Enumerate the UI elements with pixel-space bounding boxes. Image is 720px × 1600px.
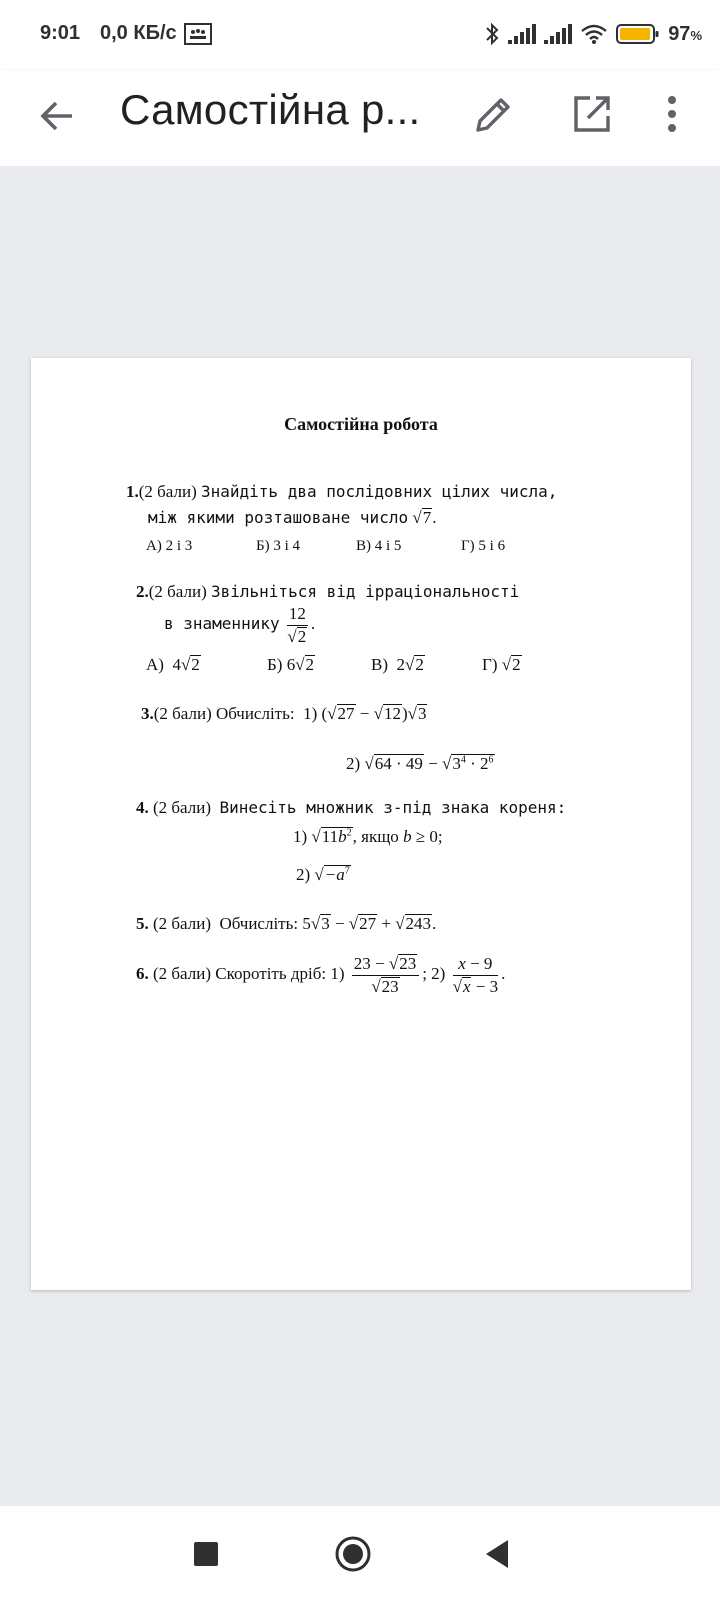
q5-radicand-a: 3 xyxy=(321,914,330,933)
q4-part2-radicand xyxy=(324,865,351,884)
q1-option-b: Б) 3 і 4 xyxy=(256,538,301,554)
q4-part1-condition-var: b xyxy=(403,827,412,846)
q2-option-b-radicand: 2 xyxy=(305,655,315,674)
q1-line1 xyxy=(126,482,557,502)
q3-part2-radicand-a: 64 · 49 xyxy=(374,754,423,773)
more-vert-icon xyxy=(654,90,690,138)
q4-part1-coef: 11 xyxy=(321,827,339,846)
q5-text: Обчисліть: xyxy=(219,914,299,933)
q2-line2: в знаменнику $\frac{12}{√2}$ . xyxy=(164,604,316,646)
q5-radicand-b: 27 xyxy=(359,914,377,933)
q3-line2: 2) $√64 \cdot 49 - √3^4 \cdot 2^6$ xyxy=(346,754,494,773)
q2-number: 2. xyxy=(136,582,149,601)
square-icon xyxy=(186,1534,226,1574)
q2-option-d-radicand: 2 xyxy=(512,655,521,674)
q2-option-a-coef: 4 xyxy=(172,655,181,674)
q2-text: Звільніться від ірраціональності xyxy=(211,582,520,601)
more-options-button[interactable] xyxy=(654,90,690,138)
q1-text: Знайдіть два послідовних цілих числа, xyxy=(201,482,558,501)
q1-points: (2 бали) xyxy=(138,482,197,501)
screen-cast-icon xyxy=(184,23,212,45)
q2-points: (2 бали) xyxy=(148,582,207,601)
q6-fraction-2 xyxy=(453,954,498,996)
q3-part1-radicand-b: 12 xyxy=(383,704,401,723)
q2-text-line2: в знаменнику xyxy=(164,613,280,633)
q6-f1-num-radicand: 23 xyxy=(399,954,417,973)
q6-text: Скоротіть дріб: xyxy=(215,963,327,983)
q1-option-c: В) 4 і 5 xyxy=(356,538,402,554)
q1-option-a: А) 2 і 3 xyxy=(146,538,193,554)
battery-percent xyxy=(668,23,702,46)
q2-frac-den: √2 xyxy=(287,626,307,646)
q2-fraction xyxy=(287,604,308,646)
status-time: 9:01 xyxy=(40,22,81,44)
q1-number: 1. xyxy=(126,482,139,501)
q4-line1 xyxy=(136,798,566,818)
signal-icon-2 xyxy=(544,24,572,44)
back-nav-button[interactable] xyxy=(478,1534,518,1574)
q6-fraction-2-num xyxy=(453,954,498,976)
arrow-back-icon xyxy=(34,92,82,140)
q6-f2-den-var: x xyxy=(462,976,471,996)
q2-option-a: А) 4√2 xyxy=(146,655,200,674)
q3-part1-radicand-a: 27 xyxy=(337,704,355,723)
status-bar xyxy=(0,0,720,70)
q5-line: 5. (2 бали) Обчисліть: 5√3 − √27 + √243. xyxy=(136,914,437,933)
q6-line xyxy=(136,954,505,996)
q1-radicand: 7 xyxy=(422,508,432,527)
q1-line2: між якими розташоване число √7. xyxy=(148,508,437,527)
q6-f2-den-rest: − 3 xyxy=(471,976,499,996)
q5-number: 5. xyxy=(136,914,149,933)
q4-line3: 2) $√-a^7$ xyxy=(296,865,350,884)
document-viewer[interactable] xyxy=(0,166,720,1506)
q6-fraction-1-num: 23 − √23 xyxy=(352,954,419,976)
q4-line2: 1) $√11b^2$, якщо b ≥ 0; xyxy=(293,827,443,846)
q3-part2-base-a: 3 xyxy=(452,754,461,773)
battery-percent-value: 97 xyxy=(668,22,691,45)
q6-fraction-1 xyxy=(352,954,419,996)
q2-line1 xyxy=(136,582,519,602)
document-title: Самостійна р... xyxy=(120,86,421,133)
battery-percent-symbol: % xyxy=(690,27,702,43)
q4-points: (2 бали) xyxy=(153,798,211,817)
q6-tail: . xyxy=(501,963,506,983)
navigation-bar xyxy=(0,1506,720,1600)
open-in-new-button[interactable] xyxy=(568,90,616,138)
q4-part2-exp: 7 xyxy=(344,865,350,877)
q2-option-c-label: В) xyxy=(371,655,388,674)
wifi-icon xyxy=(580,23,608,45)
bluetooth-icon xyxy=(484,22,500,46)
pencil-icon xyxy=(470,90,518,138)
q2-option-a-radicand: 2 xyxy=(191,655,200,674)
q3-line1: 3.(2 бали) Обчисліть: 1) (√27 − √12)√3 xyxy=(141,704,427,723)
q4-part2-label: 2) xyxy=(296,865,311,884)
q2-option-c: В) 2√2 xyxy=(371,655,424,674)
q4-part1-var: b xyxy=(338,827,347,846)
q3-part2-base-b: 2 xyxy=(480,754,489,773)
q2-option-d: Г) √2 xyxy=(482,655,521,674)
q6-f2-num-rest: − 9 xyxy=(465,954,493,973)
q3-text: Обчисліть: xyxy=(216,704,295,723)
recent-apps-button[interactable] xyxy=(186,1534,226,1574)
q1-text-line2: між якими розташоване число xyxy=(148,508,409,527)
q3-part1-radicand-c: 3 xyxy=(417,704,427,723)
q4-text: Винесіть множник з-під знака кореня: xyxy=(219,798,567,817)
q3-part2-exp-a: 4 xyxy=(460,754,466,766)
q5-tail: . xyxy=(432,914,437,933)
q2-option-b: Б) 6√2 xyxy=(267,655,315,674)
edit-button[interactable] xyxy=(470,90,518,138)
q5-points: (2 бали) xyxy=(153,914,211,933)
q6-points: (2 бали) xyxy=(153,963,211,983)
back-button[interactable] xyxy=(34,92,82,140)
q4-part1-condition-text: , якщо xyxy=(352,827,399,846)
network-speed: 0,0 КБ/с xyxy=(100,22,177,44)
q2-option-b-coef: 6 xyxy=(286,655,296,674)
q3-number: 3. xyxy=(141,704,154,723)
q2-frac-den-radicand: 2 xyxy=(297,626,307,646)
q6-f2-num-var: x xyxy=(458,954,466,973)
q2-option-b-label: Б) xyxy=(267,655,283,674)
q4-number: 4. xyxy=(136,798,149,817)
q4-part1-exp: 2 xyxy=(346,827,352,839)
triangle-back-icon xyxy=(478,1534,518,1574)
q3-part2-radicand-b: $3^4 \cdot 2^6$ xyxy=(452,754,494,773)
worksheet-title: Самостійна робота xyxy=(284,414,438,434)
q3-part1-label: 1) xyxy=(303,704,318,723)
q3-points: (2 бали) xyxy=(153,704,212,723)
q4-part1-condition-rest: ≥ 0; xyxy=(411,827,443,846)
q1-tail: . xyxy=(432,508,437,527)
q2-option-a-label: А) xyxy=(146,655,164,674)
battery-icon xyxy=(616,23,660,45)
q2-option-c-coef: 2 xyxy=(396,655,405,674)
q3-part2-label: 2) xyxy=(346,754,361,773)
q6-separator: ; 2) xyxy=(422,963,446,983)
q3-part2-exp-b: 6 xyxy=(488,754,494,766)
q4-part2-var: −a xyxy=(324,865,345,884)
home-button[interactable] xyxy=(333,1534,373,1574)
q2-frac-num: 12 xyxy=(287,604,308,626)
q6-part1-label: 1) xyxy=(330,963,345,983)
q6-f1-num-a: 23 − xyxy=(353,954,385,973)
q6-f1-den-radicand: 23 xyxy=(381,976,399,996)
document-page xyxy=(31,358,691,1290)
q4-part1-label: 1) xyxy=(293,827,308,846)
q4-part1-radicand xyxy=(321,827,353,846)
home-circle-icon xyxy=(333,1534,373,1574)
app-bar xyxy=(0,70,720,166)
q6-fraction-1-den: √23 xyxy=(371,976,399,996)
q2-option-c-radicand: 2 xyxy=(415,655,424,674)
q5-coef: 5 xyxy=(302,914,311,933)
q5-radicand-c: 243 xyxy=(405,914,432,933)
open-in-new-icon xyxy=(568,90,616,138)
q1-option-d: Г) 5 і 6 xyxy=(461,538,506,554)
q6-number: 6. xyxy=(136,963,149,983)
q6-fraction-2-den: √x − 3 xyxy=(452,976,499,996)
signal-icon-1 xyxy=(508,24,536,44)
q2-option-d-label: Г) xyxy=(482,655,498,674)
